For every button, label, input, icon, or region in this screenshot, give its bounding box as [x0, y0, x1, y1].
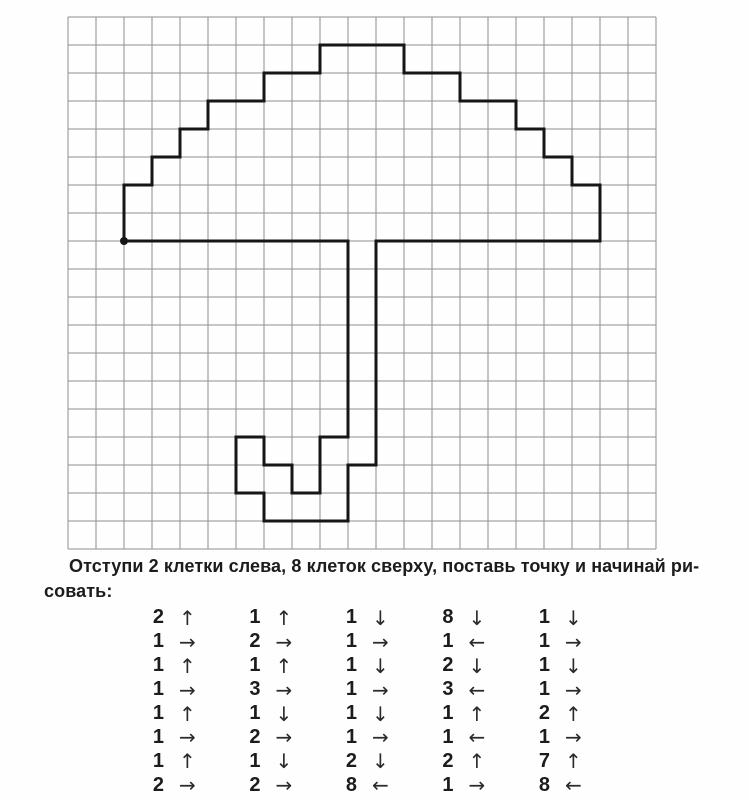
step-cell [432, 678, 529, 702]
step-count: 2 [249, 725, 261, 748]
arrow-down-icon: ↓ [372, 701, 389, 726]
step-cell [432, 630, 529, 654]
step-cell [528, 725, 625, 749]
instructions-text [44, 554, 716, 604]
step-cell [142, 630, 239, 654]
step-cell [142, 749, 239, 773]
step-count: 1 [442, 725, 454, 748]
step-count: 1 [345, 654, 357, 677]
step-cell [239, 773, 336, 797]
arrow-up-icon: ↑ [565, 749, 582, 774]
arrow-down-icon: ↓ [565, 653, 582, 678]
step-count: 2 [442, 749, 454, 772]
step-count: 1 [249, 702, 261, 724]
step-cell [432, 725, 529, 749]
arrow-right-icon: → [565, 677, 582, 702]
arrow-down-icon: ↓ [372, 605, 389, 630]
step-count: 3 [442, 678, 454, 701]
arrow-up-icon: ↑ [468, 749, 486, 774]
step-cell [239, 606, 336, 630]
arrow-down-icon: ↓ [275, 749, 293, 774]
step-cell [432, 606, 529, 630]
step-count: 2 [152, 606, 164, 629]
step-cell [239, 702, 336, 726]
arrow-right-icon: → [468, 773, 486, 798]
step-count: 1 [152, 702, 164, 724]
arrow-left-icon: ← [372, 773, 389, 798]
step-cell [528, 654, 625, 678]
step-count: 1 [538, 678, 550, 701]
step-count: 1 [538, 630, 550, 653]
arrow-down-icon: ↓ [468, 653, 486, 678]
step-cell [335, 654, 432, 678]
step-cell [142, 654, 239, 678]
step-cell [335, 606, 432, 630]
step-cell [335, 749, 432, 773]
arrow-right-icon: → [372, 629, 389, 654]
arrow-left-icon: ← [468, 677, 486, 702]
dictation-steps-table [142, 606, 625, 797]
umbrella-outline [124, 45, 600, 521]
arrow-up-icon: ↑ [468, 701, 486, 726]
instructions-line-2: совать: [44, 581, 113, 601]
arrow-right-icon: → [179, 677, 196, 702]
step-count: 7 [538, 749, 550, 772]
arrow-up-icon: ↑ [179, 605, 196, 630]
arrow-right-icon: → [565, 725, 582, 750]
step-cell [528, 773, 625, 797]
step-count: 1 [249, 749, 261, 772]
step-count: 1 [345, 630, 357, 653]
instructions-line-1: Отступи 2 клетки слева, 8 клеток сверху, поставь точку и начинай ри- [69, 556, 700, 576]
arrow-up-icon: ↑ [179, 653, 196, 678]
step-count: 1 [442, 702, 454, 724]
step-cell [528, 678, 625, 702]
arrow-down-icon: ↓ [372, 749, 389, 774]
step-count: 1 [538, 654, 550, 677]
step-count: 1 [345, 678, 357, 701]
step-cell [528, 702, 625, 726]
step-count: 1 [249, 606, 261, 629]
start-dot [120, 237, 128, 245]
step-count: 8 [538, 773, 550, 796]
step-count: 3 [249, 678, 261, 701]
step-count: 2 [538, 702, 550, 724]
arrow-right-icon: → [372, 677, 389, 702]
step-count: 8 [442, 606, 454, 629]
step-cell [239, 749, 336, 773]
step-count: 8 [345, 773, 357, 796]
step-cell [335, 725, 432, 749]
step-cell [239, 725, 336, 749]
step-cell [239, 678, 336, 702]
arrow-right-icon: → [179, 629, 196, 654]
arrow-left-icon: ← [565, 773, 582, 798]
step-count: 1 [345, 725, 357, 748]
step-cell [335, 773, 432, 797]
arrow-right-icon: → [179, 725, 196, 750]
step-cell [335, 678, 432, 702]
step-cell [335, 630, 432, 654]
arrow-down-icon: ↓ [275, 701, 293, 726]
step-count: 1 [152, 654, 164, 677]
arrow-right-icon: → [179, 773, 196, 798]
step-cell [528, 749, 625, 773]
step-count: 1 [152, 678, 164, 701]
step-cell [142, 678, 239, 702]
step-count: 1 [538, 606, 550, 629]
step-count: 1 [538, 725, 550, 748]
step-count: 2 [249, 773, 261, 796]
step-count: 1 [249, 654, 261, 677]
step-cell [142, 773, 239, 797]
step-count: 1 [442, 630, 454, 653]
step-cell [142, 702, 239, 726]
arrow-down-icon: ↓ [372, 653, 389, 678]
step-count: 2 [152, 773, 164, 796]
step-cell [528, 630, 625, 654]
arrow-left-icon: ← [468, 725, 486, 750]
arrow-up-icon: ↑ [179, 749, 196, 774]
arrow-right-icon: → [275, 725, 293, 750]
step-count: 2 [442, 654, 454, 677]
arrow-left-icon: ← [468, 629, 486, 654]
arrow-up-icon: ↑ [275, 605, 293, 630]
arrow-right-icon: → [372, 725, 389, 750]
arrow-right-icon: → [565, 629, 582, 654]
step-count: 2 [249, 630, 261, 653]
step-count: 1 [152, 725, 164, 748]
arrow-right-icon: → [275, 677, 293, 702]
step-cell [142, 725, 239, 749]
step-count: 1 [345, 606, 357, 629]
arrow-up-icon: ↑ [179, 701, 196, 726]
arrow-right-icon: → [275, 773, 293, 798]
step-count: 1 [152, 630, 164, 653]
step-count: 1 [442, 773, 454, 796]
step-cell [528, 606, 625, 630]
step-count: 1 [345, 702, 357, 724]
arrow-up-icon: ↑ [275, 653, 293, 678]
step-cell [239, 630, 336, 654]
grid-lines [68, 17, 656, 549]
arrow-up-icon: ↑ [565, 701, 582, 726]
step-cell [432, 702, 529, 726]
arrow-down-icon: ↓ [565, 605, 582, 630]
step-cell [432, 773, 529, 797]
step-count: 2 [345, 749, 357, 772]
step-count: 1 [152, 749, 164, 772]
arrow-down-icon: ↓ [468, 605, 486, 630]
arrow-right-icon: → [275, 629, 293, 654]
step-cell [432, 654, 529, 678]
step-cell [335, 702, 432, 726]
step-cell [239, 654, 336, 678]
step-cell [142, 606, 239, 630]
step-cell [432, 749, 529, 773]
